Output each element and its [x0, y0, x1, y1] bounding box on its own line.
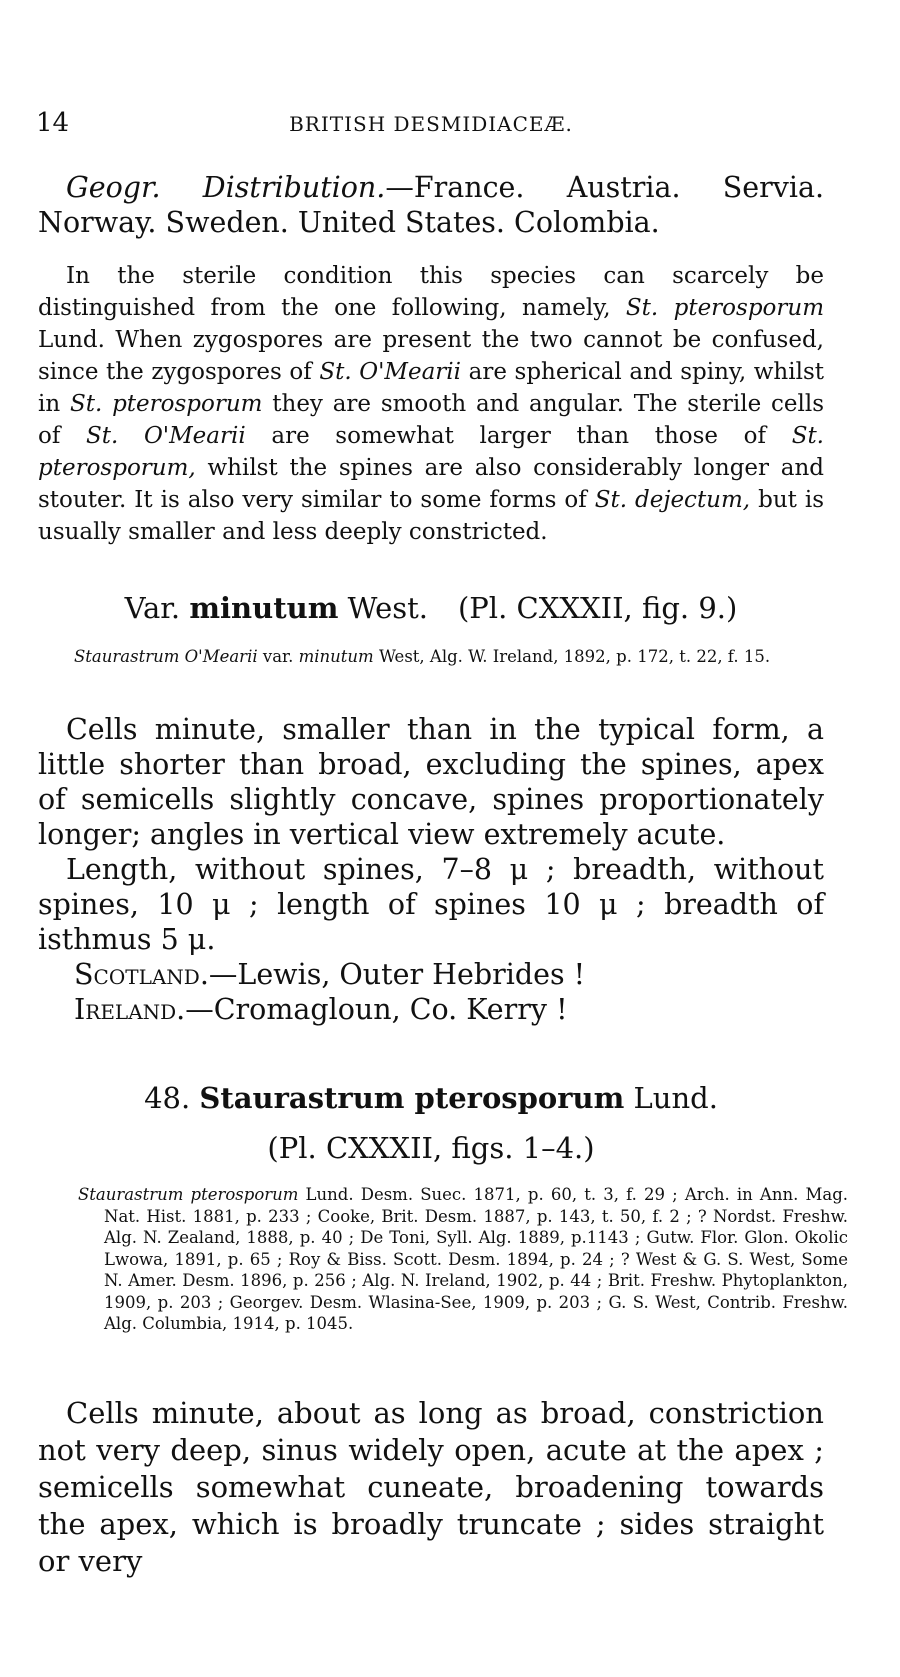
locality-text-scotland: —Lewis, Outer Hebrides !	[208, 958, 586, 991]
locality-ireland	[38, 992, 860, 1027]
remarks-text-5: are somewhat larger than those of	[245, 423, 792, 449]
species-author: Lund.	[624, 1081, 718, 1115]
remarks-taxon-1: St. pterosporum	[625, 295, 825, 321]
species-citations	[38, 1184, 848, 1335]
locality-region-ireland: Ireland.	[74, 993, 186, 1026]
variety-citation	[38, 646, 848, 668]
running-title: BRITISH DESMIDIACEÆ.	[289, 112, 573, 136]
species-citation-text: Lund. Desm. Suec. 1871, p. 60, t. 3, f. 29 ; Arch. in Ann. Mag. Nat. Hist. 1881, p. 233 ; Cooke, Brit. Desm. 1887, p. 143, t. 50, f. 2 ; ? Nordst. Freshw. Alg. N. Zealand, 1888, p. 40 ; De Toni, Syll. Alg. 1889, p.1143 ; Gutw. Flor. Glon. Okolic Lwowa, 1891, p. 65 ; Roy & Biss. Scott. Desm. 1894, p. 24 ; ? West & G. S. West, Some N. Amer. Desm. 1896, p. 256 ; Alg. N. Ireland, 1902, p. 44 ; Brit. Freshw. Phytoplankton, 1909, p. 203 ; Georgev. Desm. Wlasina-See, 1909, p. 203 ; G. S. West, Contrib. Freshw. Alg. Columbia, 1914, p. 1045.	[104, 1185, 848, 1333]
variety-citation-var: var.	[257, 647, 299, 666]
geogr-text: France. Austria. Servia. Norway. Sweden. United States. Colombia.	[38, 171, 825, 239]
variety-name: minutum	[189, 591, 339, 625]
remarks-paragraph	[38, 260, 824, 548]
species-plate-ref: (Pl. CXXXII, figs. 1–4.)	[267, 1131, 595, 1165]
geogr-label: Geogr. Distribution.	[66, 171, 386, 204]
remarks-taxon-6: St. dejectum,	[594, 487, 751, 513]
locality-text-ireland: —Cromagloun, Co. Kerry !	[185, 993, 568, 1026]
remarks-text-6: whilst the spines are also considerably longer and stouter. It is also very similar to some forms of	[38, 455, 824, 513]
remarks-text-2: Lund. When zygospores are present the two cannot be confused, since the zygospores of	[38, 327, 824, 385]
locality-region-scotland: Scotland.	[74, 958, 209, 991]
species-heading	[38, 1080, 824, 1116]
species-citation-taxon: Staurastrum pterosporum	[78, 1185, 299, 1204]
variety-author: West.	[338, 591, 428, 625]
page-number: 14	[36, 108, 70, 138]
variety-heading	[38, 590, 824, 626]
geogr-dash: —	[385, 171, 414, 204]
remarks-text-7: but is usually smaller and less deeply constricted.	[38, 487, 825, 545]
remarks-text-4: they are smooth and angular. The sterile cells of	[38, 391, 825, 449]
species-name: Staurastrum pterosporum	[199, 1081, 625, 1115]
remarks-taxon-4: St. O'Mearii	[86, 423, 246, 449]
variety-dimensions: Length, without spines, 7–8 μ ; breadth, without spines, 10 μ ; length of spines 10 μ ; breadth of isthmus 5 μ.	[38, 853, 824, 956]
page-header	[36, 108, 826, 142]
remarks-taxon-2: St. O'Mearii	[319, 359, 462, 385]
locality-scotland	[38, 957, 860, 992]
remarks-taxon-3: St. pterosporum	[69, 391, 263, 417]
variety-plate-ref: (Pl. CXXXII, fig. 9.)	[457, 591, 738, 625]
variety-citation-text: West, Alg. W. Ireland, 1892, p. 172, t. 22, f. 15.	[373, 647, 771, 666]
variety-description: Cells minute, smaller than in the typical form, a little shorter than broad, excluding the spines, apex of semicells slightly concave, spines proportionately longer; angles in vertical view extremely acute.	[38, 713, 824, 851]
geographic-distribution	[38, 170, 824, 240]
remarks-taxon-5: St. pterosporum,	[38, 423, 824, 481]
species-number: 48.	[144, 1081, 200, 1115]
species-description: Cells minute, about as long as broad, constriction not very deep, sinus widely open, acute at the apex ; semicells somewhat cuneate, broadening towards the apex, which is broadly truncate ; sides straight or very	[38, 1396, 824, 1578]
variety-prefix: Var.	[124, 591, 190, 625]
remarks-text-1: In the sterile condition this species can scarcely be distinguished from the one following, namely,	[38, 263, 824, 321]
variety-citation-var-name: minutum	[298, 647, 374, 666]
remarks-text-3: are spherical and spiny, whilst in	[38, 359, 825, 417]
variety-citation-taxon: Staurastrum O'Mearii	[74, 647, 258, 666]
